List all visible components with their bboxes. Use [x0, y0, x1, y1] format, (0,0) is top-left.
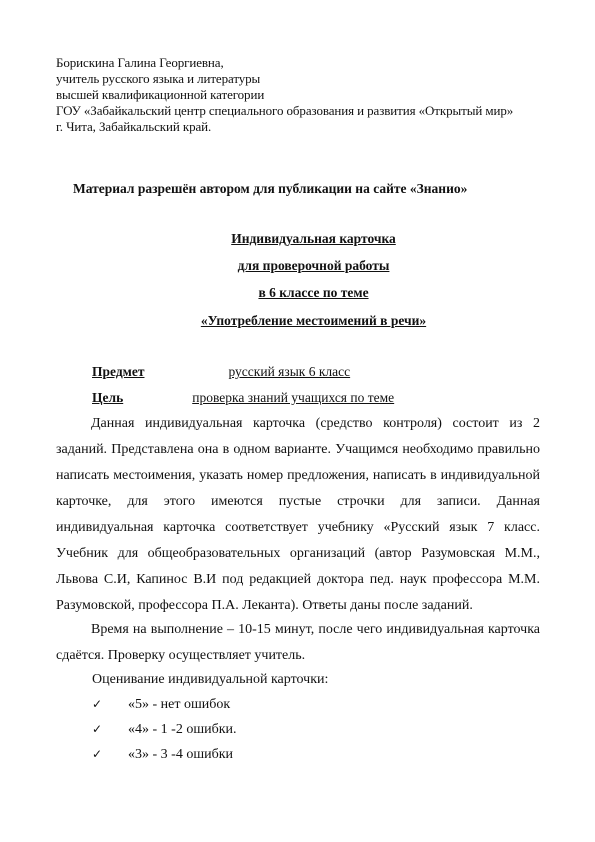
grading-item	[92, 742, 237, 767]
goal-label: Цель	[92, 390, 124, 405]
title-line-2	[56, 258, 571, 274]
time-paragraph: Время на выполнение – 10-15 минут, после чего индивидуальная карточка сдаётся. Проверку осуществляет учитель.	[56, 622, 540, 663]
description-paragraph: Данная индивидуальная карточка (средство контроля) состоит из 2 заданий. Представлена она в одном варианте. Учащимся необходимо правильно написать местоимения, указать номер предложения, написать в индивидуальной карточке, для этого имеются пустые строчки для записи. Данная индивидуальная карточка соответствует учебнику «Русский язык 7 класс. Учебник для общеобразовательных организаций (автор Разумовская М.М., Львова С.И, Капинос В.И под редакцией доктора пед. наук профессора М.М. Разумовской, профессора П.А. Леканта). Ответы даны после заданий.	[56, 416, 540, 613]
subject-value: русский язык 6 класс	[228, 364, 351, 379]
title-line-1	[56, 231, 571, 247]
title-line-1-text: Индивидуальная карточка	[231, 231, 396, 246]
grading-item-text: «3» - 3 -4 ошибки	[128, 747, 234, 762]
grading-item	[92, 717, 237, 742]
checkmark-icon: ✓	[92, 722, 103, 736]
author-name: Борискина Галина Георгиевна,	[56, 55, 224, 70]
author-position: учитель русского языка и литературы	[56, 71, 261, 86]
permission-note: Материал разрешён автором для публикации на сайте «Знанио»	[73, 181, 468, 196]
title-line-4	[56, 313, 571, 329]
title-line-2-text: для проверочной работы	[237, 258, 390, 273]
subject-label: Предмет	[92, 364, 145, 379]
grading-heading: Оценивание индивидуальной карточки:	[92, 672, 329, 687]
checkmark-icon: ✓	[92, 747, 103, 761]
title-line-3-text: в 6 классе по теме	[258, 285, 369, 300]
goal-value: проверка знаний учащихся по теме	[192, 390, 395, 405]
author-info	[56, 55, 546, 135]
title-line-4-text: «Употребление местоимений в речи»	[200, 313, 427, 328]
author-location: г. Чита, Забайкальский край.	[56, 119, 212, 134]
grading-item	[92, 692, 237, 717]
checkmark-icon: ✓	[92, 697, 103, 711]
goal-row	[92, 390, 394, 406]
grading-item-text: «4» - 1 -2 ошибки.	[128, 722, 237, 737]
grading-list	[92, 692, 237, 767]
author-organization: ГОУ «Забайкальский центр специального образования и развития «Открытый мир»	[56, 103, 514, 118]
author-qualification: высшей квалификационной категории	[56, 87, 265, 102]
grading-item-text: «5» - нет ошибок	[128, 697, 231, 712]
subject-row	[92, 364, 350, 380]
title-line-3	[56, 285, 571, 301]
